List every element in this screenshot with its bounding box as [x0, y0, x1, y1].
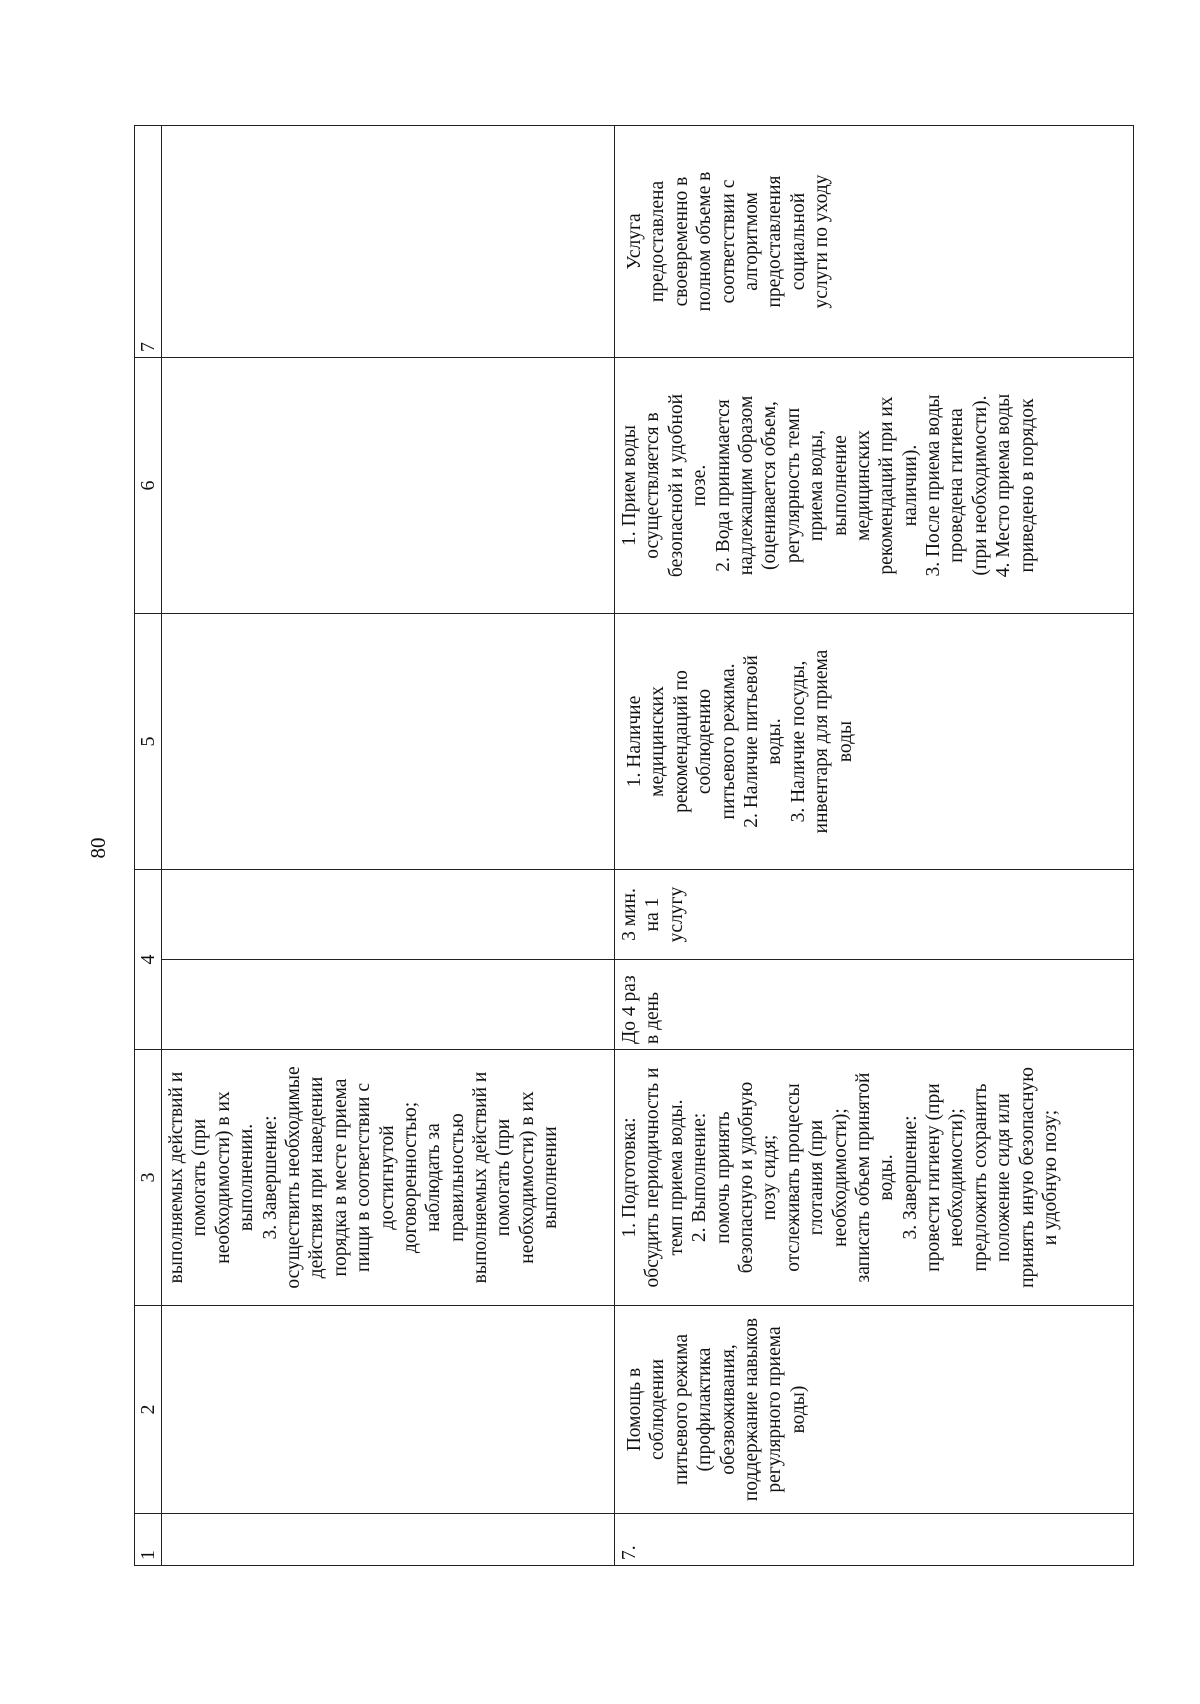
- text-line: проведена гигиена: [946, 408, 968, 563]
- text-line: отслеживать процессы: [782, 1083, 804, 1272]
- text-line: социальной: [787, 192, 809, 291]
- text-line: на 1: [642, 897, 664, 932]
- text-line: (при необходимости).: [969, 395, 991, 576]
- text-line: глотания (при: [806, 1119, 828, 1236]
- text-line: необходимости);: [946, 1108, 968, 1247]
- text-line: темп приема воды.: [665, 1099, 687, 1256]
- text-line: выполняемых действий и: [470, 1071, 492, 1284]
- text-line: 2. Наличие питьевой: [740, 655, 762, 828]
- text-line: в день: [642, 992, 664, 1044]
- text-line: безопасной и удобной: [665, 393, 687, 578]
- text-line: До 4 раз: [619, 975, 640, 1044]
- text-line: выполнении.: [236, 1123, 258, 1232]
- text-line: 3. После приема воды: [923, 394, 945, 577]
- text-line: 3. Завершение:: [259, 1115, 281, 1240]
- cont-cell-3: [162, 1050, 615, 1306]
- duration-cell: [615, 870, 1134, 960]
- text-line: соответствии с: [717, 179, 739, 304]
- text-line: воды): [787, 1385, 809, 1434]
- text-line: договоренностью;: [399, 1101, 421, 1254]
- text-line: и удобную позу;: [1040, 1109, 1062, 1246]
- text-line: 2. Вода принимается: [712, 399, 734, 572]
- header-col-7: 7: [135, 126, 162, 358]
- text-line: регулярного приема: [764, 1326, 786, 1493]
- header-col-4: 4: [135, 870, 162, 1050]
- cont-cell-5: [162, 614, 615, 870]
- cont-cell-4b: [162, 870, 615, 960]
- text-line: достигнутой: [376, 1125, 398, 1230]
- text-line: 3. Наличие посуды,: [787, 660, 809, 823]
- text-line: позу сидя;: [759, 1134, 781, 1221]
- text-line: услугу: [665, 886, 687, 943]
- text-line: Помощь в: [624, 1367, 645, 1452]
- text-line: Услуга: [624, 213, 645, 270]
- text-line: воды.: [876, 1154, 898, 1201]
- cont-cell-1: [162, 1514, 615, 1566]
- result-cell: [615, 126, 1134, 358]
- text-line: алгоритмом: [740, 192, 762, 291]
- text-line: действия при наведении: [306, 1076, 328, 1279]
- cont-cell-2: [162, 1306, 615, 1514]
- text-line: правильностью: [446, 1113, 468, 1242]
- text-line: помогать (при: [189, 1118, 211, 1237]
- text-line: медицинских: [852, 430, 874, 541]
- text-line: услуги по уходу: [811, 174, 833, 309]
- text-line: питьевого режима.: [717, 663, 739, 820]
- quality-indicators-cell: [615, 358, 1134, 614]
- header-col-2: 2: [135, 1306, 162, 1514]
- text-line: провести гигиену (при: [923, 1083, 945, 1272]
- text-line: надлежащим образом: [735, 395, 757, 576]
- text-line: воды: [834, 720, 856, 763]
- header-col-3: 3: [135, 1050, 162, 1306]
- text-line: 1. Подготовка:: [619, 1117, 640, 1238]
- text-line: положение сидя или: [993, 1093, 1015, 1262]
- text-line: воды.: [764, 718, 786, 765]
- continuation-row: [162, 126, 615, 1566]
- text-line: приведено в порядок: [1016, 398, 1038, 573]
- text-line: питьевого режима: [670, 1333, 692, 1486]
- text-line: порядка в месте приема: [329, 1078, 351, 1277]
- text-line: выполняемых действий и: [166, 1071, 187, 1284]
- text-line: наблюдать за: [423, 1123, 445, 1232]
- header-col-5: 5: [135, 614, 162, 870]
- frequency-cell: [615, 960, 1134, 1050]
- text-line: 1. Прием воды: [619, 425, 640, 546]
- text-line: предоставления: [764, 175, 786, 308]
- text-line: (профилактика: [694, 1347, 716, 1472]
- conditions-cell: [615, 614, 1134, 870]
- text-line: помочь принять: [712, 1111, 734, 1244]
- text-line: полном объеме в: [694, 171, 716, 312]
- text-line: приема воды,: [806, 429, 828, 542]
- text-line: предложить сохранить: [969, 1083, 991, 1272]
- cont-cell-6: [162, 358, 615, 614]
- cont-cell-4a: [162, 960, 615, 1050]
- page-number: 80: [85, 837, 110, 859]
- header-row: [135, 126, 162, 1566]
- table-row: [615, 126, 1134, 1566]
- text-line: рекомендаций по: [670, 670, 692, 813]
- text-line: 1. Наличие: [624, 695, 645, 788]
- text-line: (оценивается объем,: [759, 401, 781, 570]
- text-line: помогать (при: [493, 1118, 515, 1237]
- text-line: регулярность темп: [782, 407, 804, 564]
- text-line: безопасную и удобную: [735, 1081, 757, 1274]
- text-line: принять иную безопасную: [1016, 1067, 1038, 1288]
- services-table: [134, 125, 1134, 1566]
- text-line: обезвоживания,: [717, 1344, 739, 1475]
- text-line: соблюдению: [694, 688, 716, 795]
- text-line: наличии).: [899, 444, 921, 527]
- text-line: 3 мин.: [619, 888, 640, 941]
- text-line: необходимости);: [829, 1108, 851, 1247]
- text-line: поддержание навыков: [740, 1317, 762, 1502]
- text-line: осуществляется в: [642, 412, 664, 559]
- text-line: выполнении: [540, 1126, 562, 1229]
- header-col-1: 1: [135, 1514, 162, 1566]
- service-name-cell: [615, 1306, 1134, 1514]
- row-number: 7.: [615, 1514, 1134, 1566]
- text-line: осуществить необходимые: [282, 1066, 304, 1289]
- text-line: предоставлена: [647, 180, 669, 303]
- header-col-6: 6: [135, 358, 162, 614]
- text-line: позе.: [689, 464, 711, 507]
- text-line: записать объем принятой: [852, 1072, 874, 1283]
- text-line: 2. Выполнение:: [689, 1112, 711, 1243]
- text-line: 4. Место приема воды: [993, 393, 1015, 578]
- text-line: пищи в соответствии с: [353, 1083, 375, 1272]
- rotated-page: [134, 126, 1134, 1566]
- text-line: 3. Завершение:: [899, 1115, 921, 1240]
- text-line: медицинских: [647, 686, 669, 797]
- text-line: необходимости) в их: [516, 1091, 538, 1264]
- procedure-cell: [615, 1050, 1134, 1306]
- text-line: соблюдении: [647, 1358, 669, 1461]
- text-line: выполнение: [829, 435, 851, 536]
- text-line: необходимости) в их: [212, 1091, 234, 1264]
- text-line: рекомендаций при их: [876, 396, 898, 575]
- cont-cell-7: [162, 126, 615, 358]
- text-line: обсудить периодичность и: [642, 1067, 664, 1288]
- text-line: своевременно в: [670, 176, 692, 307]
- text-line: инвентаря для приема: [811, 649, 833, 834]
